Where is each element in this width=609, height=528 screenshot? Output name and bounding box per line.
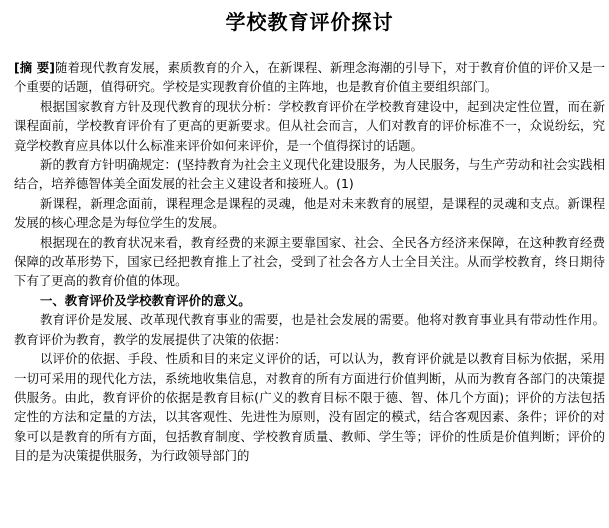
section-paragraph-1: 教育评价是发展、改革现代教育事业的需要，也是社会发展的需要。他将对教育事业具有带动性作用。教育评价为教育，教学的发展提供了决策的依据： [14, 312, 605, 347]
body-paragraph-3: 新课程，新理念面前，课程理念是课程的灵魂，他是对未来教育的展望，是课程的灵魂和支点。新课程发展的核心理念是为每位学生的发展。 [14, 195, 605, 231]
body-paragraph-4: 根据现在的教育状况来看，教育经费的来源主要靠国家、社会、全民各方经济来保障，在这种教育经费保障的改革形势下，国家已经把教育推上了社会，受到了社会各方人士全目关注。从而学校教育，终日期待下有了更高的教育价值的体现。 [14, 234, 605, 289]
section-heading: 一、教育评价及学校教育评价的意义。 [40, 292, 251, 308]
body-paragraph-2: 新的教育方针明确规定：(坚持教育为社会主义现代化建设服务，为人民服务，与生产劳动和社会实践相结合，培养德智体美全面发展的社会主义建设者和接班人。(1) [14, 157, 605, 192]
abstract-paragraph [14, 58, 605, 97]
abstract-label: [摘 要] [14, 60, 55, 75]
section-paragraph-2: 以评价的依据、手段、性质和目的来定义评价的话，可以认为，教育评价就是以教育目标为依据，采用一切可采用的现代化方法，系统地收集信息，对教育的所有方面进行价值判断，从而为教育各部门的决策提供服务。由此，教育评价的依据是教育目标(广义的教育目标不限于德、智、体几个方面)；评价的方法包括定性的方法和定量的方法，以其客观性、先进性为原则，没有固定的模式，结合客观因素、条件；评价的对象可以是教育的所有方面，包括教育制度、学校教育质量、教师、学生等；评价的性质是价值判断；评价的目的是为决策提供服务，为行政领导部门的 [14, 351, 605, 464]
body-paragraph-1: 根据国家教育方针及现代教育的现状分析：学校教育评价在学校教育建设中，起到决定性位置，而在新课程面前，学校教育评价有了更高的更新要求。但从社会而言，人们对教育的评价标准不一，众说纷纭，究竟学校教育应具体以什么标准来评价如何来评价，是一个值得探讨的话题。 [14, 98, 605, 153]
document-title: 学校教育评价探讨 [225, 10, 394, 34]
abstract-text: 随着现代教育发展，素质教育的介入，在新课程、新理念海潮的引导下，对于教育价值的评价又是一个重要的话题，值得研究。学校是实现教育价值的主阵地，也是教育价值主要组织部门。 [14, 60, 606, 95]
